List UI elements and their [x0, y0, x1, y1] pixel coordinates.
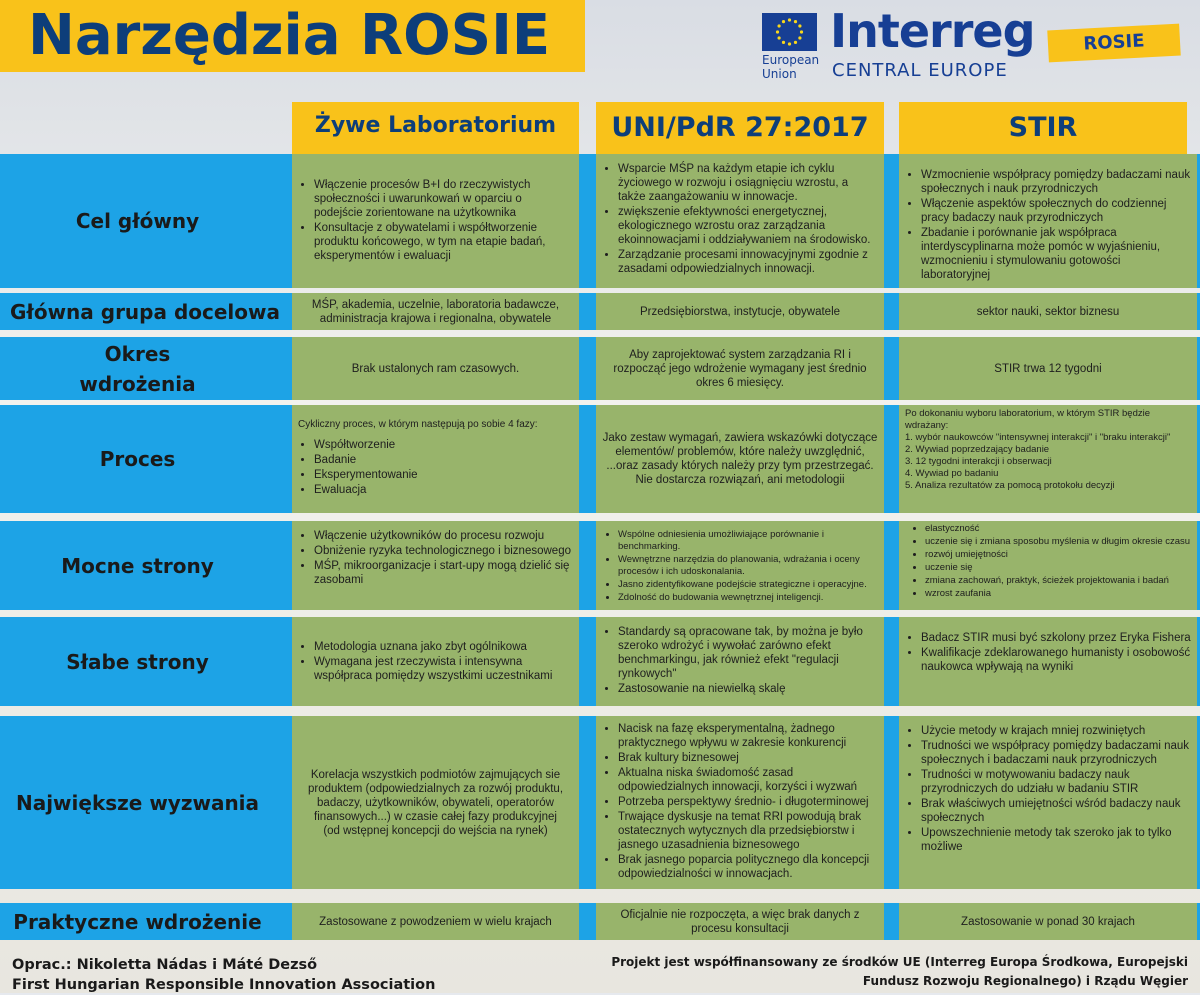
row-label-okres-line2: wdrożenia	[79, 371, 196, 396]
list-item: 3. 12 tygodni interakcji i obserwacji	[905, 456, 1052, 467]
list-item: • Wewnętrzne narzędzia do planowania, wdrażania i oceny procesów i ich udoskonalania.	[618, 554, 878, 578]
list-item: • Zastosowanie na niewielką skalę	[618, 682, 878, 696]
list-item: • Brak kultury biznesowej	[618, 751, 878, 765]
cell-slabe-stir	[899, 617, 1197, 706]
cell-cel-stir	[899, 154, 1197, 288]
list-item: • elastyczność	[925, 523, 1191, 535]
eu-label	[762, 53, 819, 81]
list-item: • zwiększenie efektywności energetycznej, ekologicznego wzrostu oraz zarządzania ekoinnowacjami i oddziaływaniem na środowisko.	[618, 205, 878, 247]
list-item: • zmiana zachowań, praktyk, ścieżek projektowania i badań	[925, 575, 1191, 587]
list-item: • Zbadanie i porównanie jak współpraca interdyscyplinarna może pomóc w wyjaśnieniu, wzmocnieniu i stymulowaniu gotowości laboratoryjnej	[921, 226, 1191, 282]
cell-wyzwania-living-lab: Korelacja wszystkich podmiotów zajmujących sie produktem (odpowiedzialnych za rozwój produktu, badaczy, użytkowników, obywateli, operatorów finansowych...) w czasie całej fazy produkcyjnej (od wstępnej koncepcji do wejścia na rynek)	[292, 716, 579, 889]
cell-mocne-uni-pdr	[596, 521, 884, 610]
list-item: • Metodologia uznana jako zbyt ogólnikowa	[314, 640, 573, 654]
list-item: • uczenie się	[925, 562, 1191, 574]
list-item: • Trudności w motywowaniu badaczy nauk przyrodniczych do udziału w badaniu STIR	[921, 768, 1191, 796]
cell-wdrozenie-living-lab: Zastosowane z powodzeniem w wielu krajach	[292, 903, 579, 940]
list-item: • Brak jasnego poparcia politycznego dla koncepcji odpowiedzialności w innowacjach.	[618, 853, 878, 881]
row-label-cel: Cel główny	[75, 209, 200, 233]
list-item: • Nacisk na fazę eksperymentalną, żadnego praktycznego wpływu w zakresie konkurencji	[618, 722, 878, 750]
row-label-slabe: Słabe strony	[66, 649, 209, 674]
footer-funding-line2: Fundusz Rozwoju Regionalnego) i Rządu Węgier	[862, 974, 1188, 988]
list-item: • rozwój umiejętności	[925, 549, 1191, 561]
cell-proces-living-lab	[292, 405, 579, 513]
list-item: • Standardy są opracowane tak, by można je było szeroko wdrożyć i wywołać zarówno efekt benchmarkingu, jak również efekt "regulacji rynkowych"	[618, 625, 878, 681]
cell-proces-stir	[899, 405, 1197, 513]
row-label-okres	[0, 337, 275, 400]
list-item: • Badanie	[314, 453, 573, 467]
list-item: • MŚP, mikroorganizacje i start-upy mogą dzielić się zasobami	[314, 559, 573, 587]
list-item: • Aktualna niska świadomość zasad odpowiedzialnych innowacji, korzyści i wyzwań	[618, 766, 878, 794]
mocne-living-lab-list	[298, 529, 573, 587]
page-title: Narzędzia ROSIE	[28, 3, 551, 68]
list-item: • Potrzeba perspektywy średnio- i długoterminowej	[618, 795, 878, 809]
list-item: • Eksperymentowanie	[314, 468, 573, 482]
rosie-badge: ROSIE	[1047, 24, 1180, 63]
row-label-okres-line1: Okres	[104, 341, 171, 366]
slabe-living-lab-list	[298, 640, 573, 684]
list-item: 4. Wywiad po badaniu	[905, 468, 999, 479]
cell-cel-uni-pdr	[596, 154, 884, 288]
list-item: • Badacz STIR musi być szkolony przez Eryka Fishera	[921, 631, 1191, 645]
list-item: • Wspólne odniesienia umożliwiające porównanie i benchmarking.	[618, 529, 878, 553]
list-item: • Obniżenie ryzyka technologicznego i biznesowego	[314, 544, 573, 558]
list-item: • Wymagana jest rzeczywista i intensywna współpraca pomiędzy wszystkimi uczestnikami	[314, 655, 573, 683]
proces-stir-intro: Po dokonaniu wyboru laboratorium, w którym STIR będzie wdrażany:	[905, 408, 1151, 431]
column-header-uni-pdr: UNI/PdR 27:2017	[596, 102, 884, 154]
list-item: • Użycie metody w krajach mniej rozwiniętych	[921, 724, 1191, 738]
list-item: • Zdolność do budowania wewnętrznej inteligencji.	[618, 592, 878, 604]
cell-okres-stir: STIR trwa 12 tygodni	[899, 337, 1197, 400]
mocne-uni-pdr-list	[602, 529, 878, 604]
row-label-proces: Proces	[99, 447, 176, 471]
eu-label-line2: Union	[762, 67, 797, 81]
cell-mocne-stir	[899, 521, 1197, 610]
list-item: • Brak właściwych umiejętności wśród badaczy nauk społecznych	[921, 797, 1191, 825]
cell-cel-living-lab	[292, 154, 579, 288]
cell-slabe-uni-pdr	[596, 617, 884, 706]
list-item: • Włączenie aspektów społecznych do codziennej pracy badaczy nauk przyrodniczych	[921, 197, 1191, 225]
cell-mocne-living-lab	[292, 521, 579, 610]
proces-living-lab-intro: Cykliczny proces, w którym następują po sobie 4 fazy:	[298, 419, 538, 430]
list-item: • Wzmocnienie współpracy pomiędzy badaczami nauk społecznych i nauk przyrodniczych	[921, 168, 1191, 196]
wyzwania-stir-list	[905, 724, 1191, 854]
cel-stir-list	[905, 168, 1191, 282]
cel-living-lab-list	[298, 178, 573, 264]
cell-grupa-stir: sektor nauki, sektor biznesu	[899, 293, 1197, 330]
cell-okres-uni-pdr: Aby zaprojektować system zarządzania RI i rozpocząć jego wdrożenie wymagany jest średnio okres 6 miesięcy.	[596, 337, 884, 400]
slabe-stir-list	[905, 631, 1191, 674]
eu-label-line1: European	[762, 53, 820, 67]
row-label-wdrozenie: Praktyczne wdrożenie	[13, 909, 262, 934]
list-item: • Współtworzenie	[314, 438, 573, 452]
cell-wdrozenie-uni-pdr: Oficjalnie nie rozpoczęta, a więc brak danych z procesu konsultacji	[596, 903, 884, 940]
list-item: • Jasno zidentyfikowane podejście strategiczne i operacyjne.	[618, 579, 878, 591]
list-item: 5. Analiza rezultatów za pomocą protokołu decyzji	[905, 480, 1115, 491]
row-label-mocne: Mocne strony	[61, 553, 214, 578]
footer-funding	[608, 953, 1188, 991]
proces-living-lab-list	[298, 438, 573, 497]
list-item: • Ewaluacja	[314, 483, 573, 497]
list-item: • Kwalifikacje zdeklarowanego humanisty i osobowość naukowca wpływają na wyniki	[921, 646, 1191, 674]
cell-grupa-uni-pdr: Przedsiębiorstwa, instytucje, obywatele	[596, 293, 884, 330]
interreg-logo-text: Interreg	[830, 4, 1035, 58]
column-header-living-lab: Żywe Laboratorium	[292, 102, 579, 154]
slabe-uni-pdr-list	[602, 625, 878, 696]
list-item: • Włączenie procesów B+I do rzeczywistych społeczności i uwarunkowań w oparciu o podejście zorientowane na użytkownika	[314, 178, 573, 220]
title-banner	[0, 0, 585, 72]
list-item: • uczenie się i zmiana sposobu myślenia w długim okresie czasu	[925, 536, 1191, 548]
wyzwania-uni-pdr-list	[602, 722, 878, 881]
cell-grupa-living-lab: MŚP, akademia, uczelnie, laboratoria badawcze, administracja krajowa i regionalna, obywatele	[292, 293, 579, 330]
list-item: • Zarządzanie procesami innowacyjnymi zgodnie z zasadami odpowiedzialnych innowacji.	[618, 248, 878, 276]
cell-wdrozenie-stir: Zastosowanie w ponad 30 krajach	[899, 903, 1197, 940]
list-item: • Konsultacje z obywatelami i współtworzenie produktu końcowego, w tym na etapie badań, eksperymentów i ewaluacji	[314, 221, 573, 263]
list-item: • Wsparcie MŚP na każdym etapie ich cyklu życiowego w rozwoju i osiągnięciu wzrostu, a także zaangażowaniu w innowacje.	[618, 162, 878, 204]
mocne-stir-list	[905, 523, 1191, 600]
footer-funding-line1: Projekt jest współfinansowany ze środków UE (Interreg Europa Środkowa, Europejski	[611, 955, 1188, 969]
list-item: 2. Wywiad poprzedzający badanie	[905, 444, 1050, 455]
cell-wyzwania-stir	[899, 716, 1197, 889]
list-item: • Trudności we współpracy pomiędzy badaczami nauk społecznych i badaczami nauk przyrodniczych	[921, 739, 1191, 767]
cell-slabe-living-lab	[292, 617, 579, 706]
cell-okres-living-lab: Brak ustalonych ram czasowych.	[292, 337, 579, 400]
list-item: • Włączenie użytkowników do procesu rozwoju	[314, 529, 573, 543]
footer-authors	[12, 955, 435, 995]
row-label-wyzwania: Największe wyzwania	[15, 790, 260, 815]
list-item: • Trwające dyskusje na temat RRI powodują brak ostatecznych wytycznych dla przedsiębiorstw i jasnego uzasadnienia biznesowego	[618, 810, 878, 852]
list-item: • wzrost zaufania	[925, 588, 1191, 600]
cell-proces-uni-pdr: Jako zestaw wymagań, zawiera wskazówki dotyczące elementów/ problemów, które należy uwzględnić, ...oraz zasady których należy przy tym przestrzegać. Nie dostarcza rozwiązań, ani metodologii	[596, 405, 884, 513]
footer-authors-line1: Oprac.: Nikoletta Nádas i Máté Dezső	[12, 957, 318, 973]
central-europe-text: CENTRAL EUROPE	[832, 60, 1008, 81]
list-item: 1. wybór naukowców "intensywnej interakcji" i "braku interakcji"	[905, 432, 1171, 443]
list-item: • Upowszechnienie metody tak szeroko jak to tylko możliwe	[921, 826, 1191, 854]
row-label-grupa: Główna grupa docelowa	[10, 299, 280, 324]
column-header-stir: STIR	[899, 102, 1187, 154]
cell-wyzwania-uni-pdr	[596, 716, 884, 889]
footer-authors-line2: First Hungarian Responsible Innovation Association	[12, 977, 436, 993]
cel-uni-pdr-list	[602, 162, 878, 276]
eu-flag-icon	[762, 13, 817, 51]
